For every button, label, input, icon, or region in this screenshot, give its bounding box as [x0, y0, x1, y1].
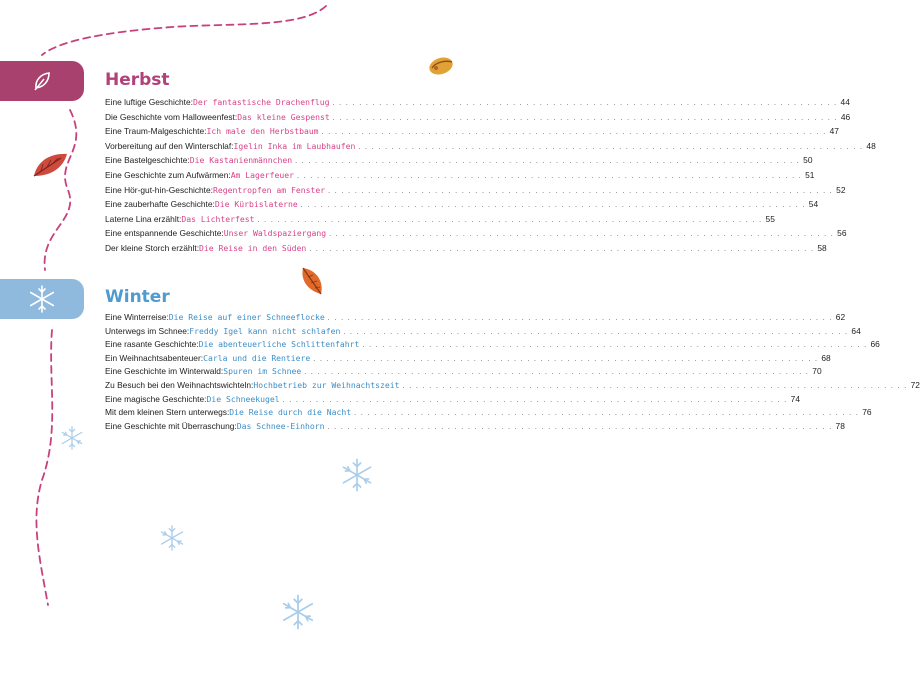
toc-entry-story-title: Die Kürbislaterne	[214, 199, 298, 210]
toc-entry-prefix: Eine Winterreise:	[105, 312, 169, 322]
toc-page-number: 51	[805, 169, 815, 180]
toc-entry[interactable]	[105, 406, 872, 420]
toc-entry-prefix: Eine luftige Geschichte:	[105, 97, 193, 107]
toc-leader-dots: . . . . . . . . . . . . . . . . . . . . . . . . . . . . . . . . . . . . . . . . . . . . . . . . . . . . . . . . . . . . . . . . . . . . . . . . . . . .	[332, 114, 838, 122]
toc-entry-prefix: Eine Traum-Malgeschichte:	[105, 126, 207, 137]
toc-entry-prefix: Der kleine Storch erzählt:	[105, 242, 200, 253]
toc-leader-dots: . . . . . . . . . . . . . . . . . . . . . . . . . . . . . . . . . . . . . . . . . . . . . . . . . . . . . . . . . . . . . . . . . . . . . . . . . . . .	[297, 172, 803, 180]
toc-list-winter	[105, 311, 920, 433]
toc-entry[interactable]	[105, 393, 800, 407]
toc-entry-prefix: Eine Geschichte mit Überraschung:	[105, 420, 237, 431]
winter-tab[interactable]	[0, 279, 84, 319]
toc-entry-prefix: Eine Geschichte im Winterwald:	[105, 366, 224, 377]
toc-leader-dots: . . . . . . . . . . . . . . . . . . . . . . . . . . . . . . . . . . . . . . . . . . . . . . . . . . . . . . . . . . . . . . . . . . . . . . . . . . . .	[362, 342, 868, 350]
toc-entry[interactable]	[105, 338, 880, 352]
toc-leader-dots: . . . . . . . . . . . . . . . . . . . . . . . . . . . . . . . . . . . . . . . . . . . . . . . . . . . . . . . . . . . . . . . . . . . . . . . . . . . .	[295, 158, 801, 166]
toc-entry[interactable]	[105, 420, 845, 434]
toc-entry[interactable]	[105, 96, 850, 111]
toc-entry[interactable]	[105, 198, 819, 213]
toc-page-number: 50	[803, 155, 813, 166]
snowflake-icon	[339, 457, 375, 493]
autumn-tab[interactable]	[0, 61, 84, 101]
toc-leader-dots: . . . . . . . . . . . . . . . . . . . . . . . . . . . . . . . . . . . . . . . . . . . . . . . . . . . . . . . . . . . . . . . . . . . . . . . . . . . .	[313, 355, 819, 363]
toc-entry[interactable]	[105, 242, 827, 257]
toc-entry[interactable]	[105, 111, 851, 126]
toc-leader-dots: . . . . . . . . . . . . . . . . . . . . . . . . . . . . . . . . . . . . . . . . . . . . . . . . . . . . . . . . . . . . . . . . . . . . . . . . . . . .	[321, 129, 827, 137]
toc-page-number: 68	[821, 352, 831, 363]
toc-entry-prefix: Die Geschichte vom Halloweenfest:	[105, 111, 238, 122]
toc-entry-story-title: Hochbetrieb zur Weihnachtszeit	[253, 379, 400, 390]
toc-leader-dots: . . . . . . . . . . . . . . . . . . . . . . . . . . . . . . . . . . . . . . . . . . . . . . . . . . . . . . . . . . . . . . . . . . . . . . . . . . . .	[402, 382, 908, 390]
snowflake-icon	[279, 593, 317, 631]
toc-entry-prefix: Mit dem kleinen Stern unterwegs:	[105, 407, 230, 418]
toc-page-number: 76	[862, 407, 872, 418]
snowflake-icon	[27, 284, 57, 314]
toc-page-number: 62	[835, 312, 846, 322]
orange-leaf-icon	[297, 265, 327, 297]
toc-entry[interactable]	[105, 169, 815, 184]
toc-entry-prefix: Vorbereitung auf den Winterschlaf:	[105, 140, 234, 151]
toc-entry-story-title: Das Schnee-Einhorn	[236, 420, 325, 431]
toc-entry-story-title: Regentropfen am Fenster	[213, 184, 326, 195]
toc-page-number: 64	[851, 325, 861, 336]
toc-page-number: 74	[790, 393, 800, 404]
toc-list-autumn	[105, 96, 876, 257]
toc-entry-prefix: Unterwegs im Schnee:	[105, 325, 190, 336]
toc-page-number: 70	[812, 366, 822, 377]
toc-entry[interactable]	[105, 154, 813, 169]
toc-entry[interactable]	[105, 213, 775, 228]
toc-leader-dots: . . . . . . . . . . . . . . . . . . . . . . . . . . . . . . . . . . . . . . . . . . . . . . . . . . . . . . . . . . . . . . . . . . . . . . . . . . . .	[327, 423, 833, 431]
toc-entry-story-title: Am Lagerfeuer	[230, 169, 295, 180]
toc-entry[interactable]	[105, 125, 839, 140]
snowflake-icon	[158, 524, 186, 552]
leaf-icon	[31, 70, 53, 92]
toc-entry-story-title: Freddy Igel kann nicht schlafen	[189, 325, 341, 336]
toc-entry-prefix: Eine Geschichte zum Aufwärmen:	[105, 169, 231, 180]
toc-entry-prefix: Eine magische Geschichte:	[105, 393, 207, 404]
toc-leader-dots: . . . . . . . . . . . . . . . . . . . . . . . . . . . . . . . . . . . . . . . . . . . . . . . . . . . . . . . . . . . . . . . . . . . . . . . . . . . .	[282, 396, 788, 404]
toc-leader-dots: . . . . . . . . . . . . . . . . . . . . . . . . . . . . . . . . . . . . . . . . . . . . . . . . . . . . . . . . . . . . . . . . . . . . . . . . . . . .	[328, 187, 834, 195]
toc-leader-dots: . . . . . . . . . . . . . . . . . . . . . . . . . . . . . . . . . . . . . . . . . . . . . . . . . . . . . . . . . . . . . . . . . . . . . . . . . . . .	[309, 245, 815, 253]
section-title-winter: Winter	[105, 287, 170, 307]
toc-entry-story-title: Die Reise auf einer Schneeflocke	[168, 312, 325, 322]
toc-entry-prefix: Eine rasante Geschichte:	[105, 339, 199, 350]
toc-leader-dots: . . . . . . . . . . . . . . . . . . . . . . . . . . . . . . . . . . . . . . . . . . . . . . . . . . . . . . . . . . . . . . . . . . . . . . . . . . . .	[304, 369, 810, 377]
toc-page-number: 46	[840, 111, 851, 122]
toc-page-number: 58	[817, 242, 827, 253]
toc-entry-prefix: Zu Besuch bei den Weihnachtswichteln:	[105, 379, 254, 390]
toc-leader-dots: . . . . . . . . . . . . . . . . . . . . . . . . . . . . . . . . . . . . . . . . . . . . . . . . . . . . . . . . . . . . . . . . . . . . . . . . . . . .	[354, 410, 860, 418]
toc-entry-prefix: Eine Bastelgeschichte:	[105, 155, 190, 166]
toc-entry-story-title: Die Schneekugel	[206, 393, 280, 404]
acorn-leaf-icon	[426, 54, 456, 76]
toc-entry[interactable]	[105, 311, 846, 325]
toc-entry[interactable]	[105, 227, 847, 242]
toc-entry-story-title: Ich male den Herbstbaum	[206, 126, 319, 137]
toc-entry-prefix: Ein Weihnachtsabenteuer:	[105, 352, 204, 363]
toc-entry-story-title: Der fantastische Drachenflug	[193, 97, 330, 107]
toc-page-number: 72	[910, 379, 920, 390]
toc-entry-story-title: Carla und die Rentiere	[203, 352, 311, 363]
snowflake-icon	[59, 425, 85, 451]
section-title-autumn: Herbst	[105, 70, 170, 90]
toc-page-number: 47	[829, 126, 839, 137]
toc-entry[interactable]	[105, 352, 831, 366]
toc-entry-story-title: Das Lichterfest	[181, 213, 255, 224]
toc-entry-story-title: Die Reise in den Süden	[199, 242, 307, 253]
toc-entry-prefix: Eine Hör-gut-hin-Geschichte:	[105, 184, 213, 195]
toc-entry-story-title: Spuren im Schnee	[223, 366, 302, 377]
toc-entry-story-title: Die Reise durch die Nacht	[229, 407, 352, 418]
toc-leader-dots: . . . . . . . . . . . . . . . . . . . . . . . . . . . . . . . . . . . . . . . . . . . . . . . . . . . . . . . . . . . . . . . . . . . . . . . . . . . .	[300, 202, 806, 210]
toc-entry-story-title: Igelin Inka im Laubhaufen	[233, 140, 356, 151]
toc-entry-story-title: Unser Waldspaziergang	[223, 228, 327, 239]
red-leaf-icon	[31, 150, 71, 180]
toc-entry-story-title: Das kleine Gespenst	[237, 111, 330, 122]
toc-entry[interactable]	[105, 365, 822, 379]
toc-entry-prefix: Laterne Lina erzählt:	[105, 213, 182, 224]
toc-leader-dots: . . . . . . . . . . . . . . . . . . . . . . . . . . . . . . . . . . . . . . . . . . . . . . . . . . . . . . . . . . . . . . . . . . . . . . . . . . . .	[332, 100, 838, 107]
toc-page-number: 52	[836, 184, 846, 195]
toc-leader-dots: . . . . . . . . . . . . . . . . . . . . . . . . . . . . . . . . . . . . . . . . . . . . . . . . . . . . . . . . . . . . . . . . . . . . . . . . . . . .	[329, 231, 835, 239]
toc-page-number: 56	[837, 228, 847, 239]
toc-leader-dots: . . . . . . . . . . . . . . . . . . . . . . . . . . . . . . . . . . . . . . . . . . . . . . . . . . . . . . . . . . . . . . . . . . . . . . . . . . . .	[358, 143, 864, 151]
toc-leader-dots: . . . . . . . . . . . . . . . . . . . . . . . . . . . . . . . . . . . . . . . . . . . . . . . . . . . . . . . . . . . . . . . . . . . . . . . . . . . .	[343, 328, 849, 336]
toc-entry-prefix: Eine entspannende Geschichte:	[105, 228, 224, 239]
toc-entry[interactable]	[105, 325, 861, 339]
toc-entry-prefix: Eine zauberhafte Geschichte:	[105, 199, 215, 210]
toc-entry-story-title: Die abenteuerliche Schlittenfahrt	[198, 339, 360, 350]
toc-page-number: 48	[866, 140, 876, 151]
toc-entry-story-title: Die Kastanienmännchen	[189, 155, 293, 166]
toc-page-number: 66	[870, 339, 880, 350]
toc-page-number: 55	[765, 213, 775, 224]
toc-page-number: 54	[808, 199, 819, 210]
toc-page-number: 44	[840, 97, 850, 107]
toc-entry[interactable]	[105, 140, 876, 155]
toc-entry[interactable]	[105, 379, 920, 393]
toc-entry[interactable]	[105, 184, 846, 199]
toc-page-number: 78	[835, 420, 845, 431]
toc-leader-dots: . . . . . . . . . . . . . . . . . . . . . . . . . . . . . . . . . . . . . . . . . . . . . . . . . . . . . . . . . . . . . . . . . . . . . . . . . . . .	[257, 216, 763, 224]
toc-leader-dots: . . . . . . . . . . . . . . . . . . . . . . . . . . . . . . . . . . . . . . . . . . . . . . . . . . . . . . . . . . . . . . . . . . . . . . . . . . . .	[327, 315, 833, 322]
